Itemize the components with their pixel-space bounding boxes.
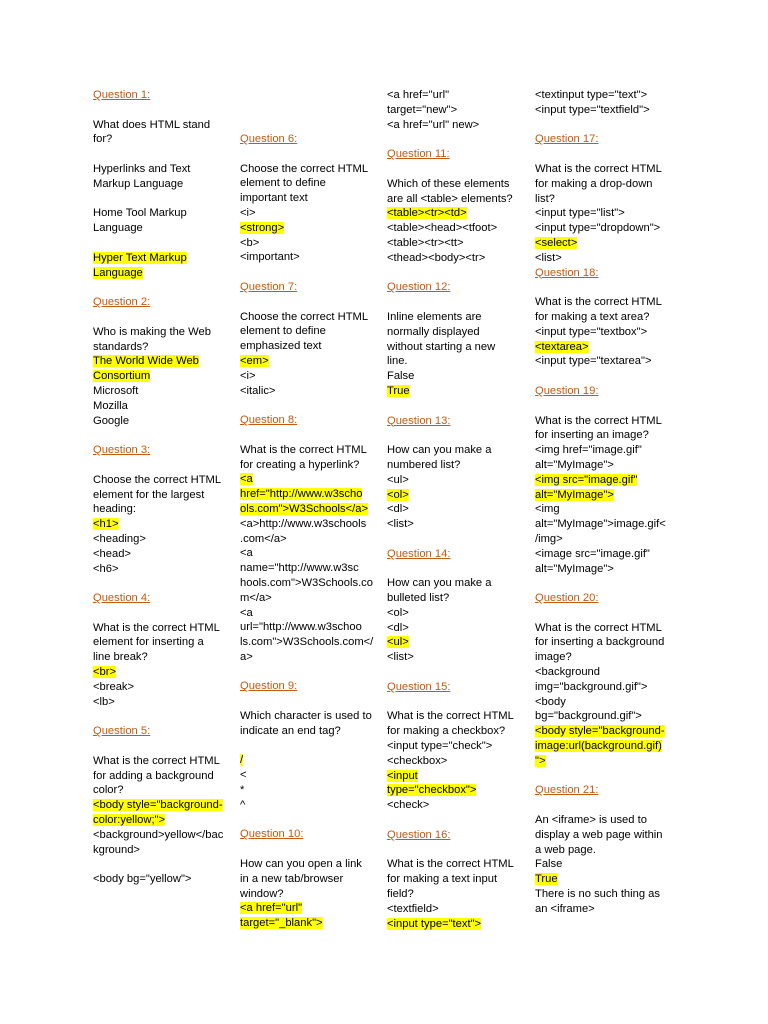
question-6-option-4: <important> [240,251,300,264]
question-3-option-2: <heading> [93,532,146,545]
question-17-answer: <select> [535,236,578,249]
question-5-title: Question 5: [93,725,151,738]
question-11-answer: <table><tr><td> [387,207,467,220]
question-21-text: An <iframe> is used to display a web page within a web page. [535,814,663,856]
question-2-option-3: Mozilla [93,399,128,412]
question-6-text: Choose the correct HTML element to define important text [240,162,369,205]
question-18-title: Question 18: [535,266,599,279]
question-19-option-4: <image src="image.gif" alt="MyImage"> [535,547,650,575]
question-8-title: Question 8: [240,414,298,427]
question-10-text: How can you open a link in a new tab/browser window? [240,858,362,900]
question-11-title: Question 11: [387,148,450,161]
question-1-answer: Hyper Text Markup Language [93,251,187,279]
question-17-option-2: <input type="dropdown"> [535,222,661,235]
question-3-title: Question 3: [93,444,151,457]
question-20-option-1: <background img="background.gif"> [535,666,648,693]
question-21-title: Question 21: [535,784,599,797]
question-14-title: Question 14: [387,547,451,560]
question-16-option-4: <input type="textfield"> [535,103,650,116]
question-7-text: Choose the correct HTML element to define emphasized text [240,310,369,353]
question-14-option-2: <dl> [387,621,409,634]
column-2 [240,132,385,931]
question-4-text: What is the correct HTML element for inserting a line break? [93,621,220,664]
question-7-answer: <em> [240,354,269,367]
question-7-option-2: <i> [240,369,256,382]
question-6-answer: <strong> [240,221,285,234]
question-16-option-3: <textinput type="text"> [535,89,648,101]
question-11-option-2: <table><head><tfoot> [387,222,498,235]
question-14-option-1: <ol> [387,606,409,619]
question-3-option-4: <h6> [93,562,119,575]
question-19-text: What is the correct HTML for inserting an image? [535,414,662,442]
question-17-text: What is the correct HTML for making a drop-down list? [535,162,662,205]
question-15-text: What is the correct HTML for making a checkbox? [387,710,514,738]
question-16-option-1: <textfield> [387,902,439,915]
question-20-title: Question 20: [535,592,599,605]
question-5-option-3: <body bg="yellow"> [93,873,192,886]
question-6-option-1: <i> [240,206,256,219]
question-15-option-1: <input type="check"> [387,740,493,753]
question-20-answer: <body style="background- image:url(background.gif) "> [535,725,665,767]
question-4-title: Question 4: [93,592,151,605]
question-14-answer: <ul> [387,636,409,649]
question-4-option-2: <break> [93,680,135,693]
question-10-option-3: <a href="url" new> [387,118,480,131]
question-11-option-3: <table><tr><tt> [387,236,464,249]
question-3-answer: <h1> [93,518,119,531]
question-3-option-3: <head> [93,547,131,560]
question-13-answer: <ol> [387,488,409,501]
question-7-option-3: <italic> [240,384,276,397]
question-20-text: What is the correct HTML for inserting a background image? [535,621,665,664]
question-19-option-1: <img href="image.gif" alt="MyImage"> [535,444,642,471]
question-9-option-2: < [240,769,247,782]
column-3 [387,88,532,931]
question-2-answer: The World Wide Web Consortium [93,355,199,383]
question-10-answer: <a href="url" target="_blank"> [240,902,323,930]
question-17-title: Question 17: [535,133,599,146]
question-8-option-2: <a>http://www.w3schools .com</a> [240,517,367,545]
question-10-option-2: <a href="url" target="new"> [387,89,458,116]
question-7-title: Question 7: [240,280,298,293]
question-19-answer: <img src="image.gif" alt="MyImage"> [535,473,638,501]
question-11-text: Which of these elements are all <table> elements? [387,177,513,205]
question-13-title: Question 13: [387,414,451,427]
question-13-option-4: <list> [387,518,414,531]
question-21-answer: True [535,873,558,886]
question-4-option-3: <lb> [93,695,115,708]
question-5-answer: <body style="background- color:yellow;"> [93,799,223,827]
question-11-option-4: <thead><body><tr> [387,251,486,264]
question-8-option-3: <a name="http://www.w3sc hools.com">W3Schools.co m</a> [240,547,373,604]
question-1-title: Question 1: [93,89,151,101]
question-15-title: Question 15: [387,680,451,693]
question-9-title: Question 9: [240,680,298,693]
question-16-text: What is the correct HTML for making a text input field? [387,858,514,901]
question-12-answer: True [387,384,410,397]
question-18-option-1: <input type="textbox"> [535,325,648,338]
question-8-text: What is the correct HTML for creating a hyperlink? [240,443,367,471]
question-12-text: Inline elements are normally displayed without starting a new line. [387,310,496,368]
question-5-text: What is the correct HTML for adding a background color? [93,754,220,797]
question-16-title: Question 16: [387,828,451,841]
question-8-option-4: <a url="http://www.w3schoo ls.com">W3Schools.com</ a> [240,606,374,663]
question-13-option-1: <ul> [387,473,409,486]
question-12-title: Question 12: [387,281,451,294]
question-18-text: What is the correct HTML for making a text area? [535,296,662,323]
question-15-answer: <input type="checkbox"> [387,769,477,797]
question-2-option-4: Google [93,414,130,427]
question-6-option-3: <b> [240,236,260,249]
question-1-option-2: Home Tool Markup Language [93,207,187,235]
question-5-option-2: <background>yellow</bac kground> [93,828,224,856]
question-17-option-4: <list> [535,251,562,264]
question-19-title: Question 19: [535,384,599,397]
question-20-option-2: <body bg="background.gif"> [535,695,642,723]
column-4 [535,88,680,917]
question-13-option-3: <dl> [387,503,409,516]
question-1-option-1: Hyperlinks and Text Markup Language [93,162,191,190]
question-3-text: Choose the correct HTML element for the largest heading: [93,473,222,516]
question-8-answer: <a href="http://www.w3scho ols.com">W3Schools</a> [240,473,369,515]
question-15-option-2: <checkbox> [387,754,448,767]
question-18-answer: <textarea> [535,340,589,353]
question-21-option-1: False [535,858,563,871]
question-4-answer: <br> [93,666,117,679]
question-10-title: Question 10: [240,828,304,841]
question-9-answer: / [240,754,244,767]
question-9-option-4: ^ [240,798,246,811]
question-14-option-4: <list> [387,651,414,664]
question-17-option-1: <input type="list"> [535,207,625,220]
question-14-text: How can you make a bulleted list? [387,577,492,605]
question-16-answer: <input type="text"> [387,917,482,930]
question-2-title: Question 2: [93,296,151,309]
question-18-option-3: <input type="textarea"> [535,355,652,368]
question-1-text: What does HTML stand for? [93,118,211,146]
question-2-option-2: Microsoft [93,384,139,397]
question-9-option-3: * [240,784,245,797]
question-15-option-4: <check> [387,799,430,812]
question-12-option-1: False [387,370,415,383]
question-13-text: How can you make a numbered list? [387,444,492,471]
question-6-title: Question 6: [240,133,298,145]
question-2-text: Who is making the Web standards? [93,325,211,353]
column-1 [93,88,238,887]
question-19-option-3: <img alt="MyImage">image.gif< /img> [535,503,666,545]
question-9-text: Which character is used to indicate an end tag? [240,710,372,737]
question-21-option-3: There is no such thing as an <iframe> [535,888,660,915]
